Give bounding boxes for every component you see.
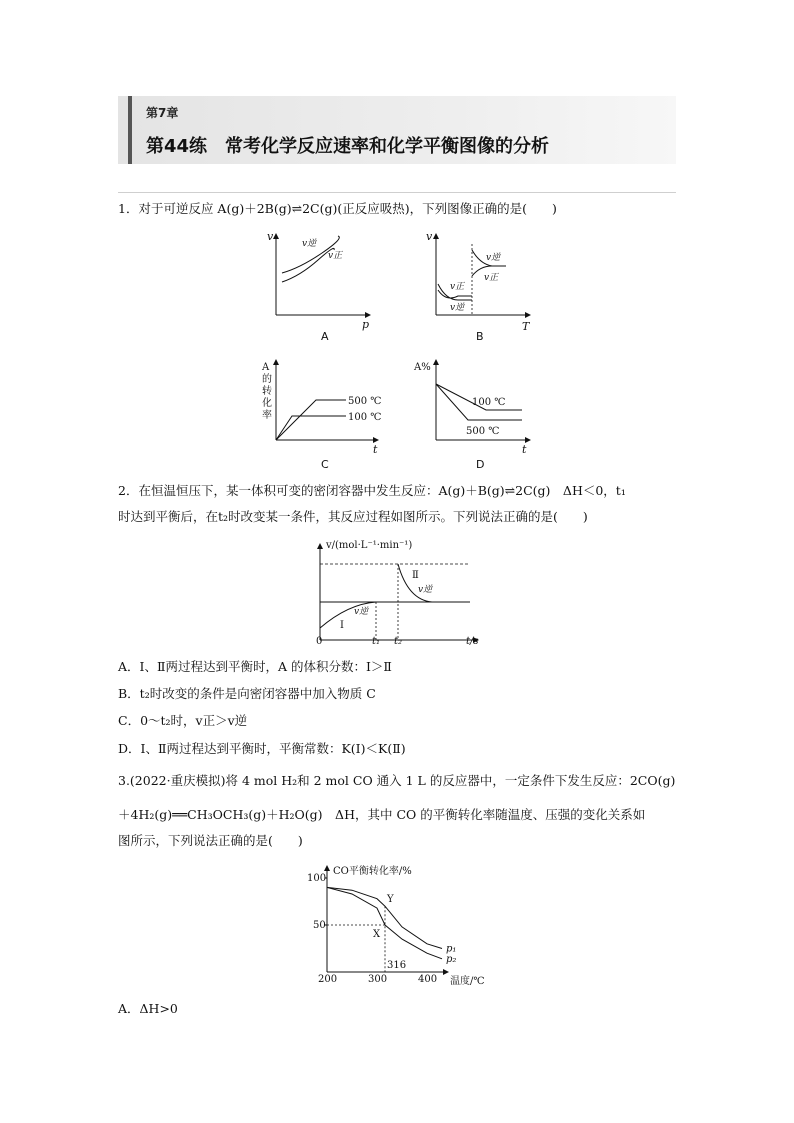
q3-y-label: CO平衡转化率/% bbox=[333, 866, 412, 877]
q3-stem-line1: 3.(2022·重庆模拟)将 4 mol H₂和 2 mol CO 通入 1 L 的反应器中，一定条件下发生反应：2CO(g) bbox=[118, 773, 676, 788]
q3-series-line-1 bbox=[327, 887, 442, 948]
graph-a-curve2-label: v正 bbox=[328, 251, 343, 261]
graph-d-x-label: t bbox=[522, 443, 527, 456]
graph-a-x-label: p bbox=[362, 318, 370, 331]
graph-d-caption: D bbox=[476, 458, 485, 471]
q2-option-a: A．Ⅰ、Ⅱ两过程达到平衡时，A 的体积分数：Ⅰ＞Ⅱ bbox=[118, 659, 392, 674]
graph-b-lo1: v正 bbox=[450, 282, 465, 292]
graph-b-hi2: v正 bbox=[484, 273, 499, 283]
graph-b-caption: B bbox=[476, 330, 484, 343]
graph-c-y-char-1: 的 bbox=[262, 374, 272, 385]
q3-y-tick-100: 100 bbox=[307, 873, 327, 884]
graph-c-y-char-4: 率 bbox=[262, 410, 272, 421]
q3-stem-line2: ＋4H₂(g)══CH₃OCH₃(g)＋H₂O(g) ΔH，其中 CO 的平衡转化率随温度、压强的变化关系如 bbox=[118, 807, 646, 822]
q3-x-label: 温度/℃ bbox=[450, 976, 485, 987]
q3-stem-line3: 图所示，下列说法正确的是( ) bbox=[118, 833, 303, 848]
q2-t1-label: t₁ bbox=[372, 636, 381, 647]
q2-stem-line1: 2．在恒温恒压下，某一体积可变的密闭容器中发生反应：A(g)＋B(g)⇌2C(g) ΔH＜0，t₁ bbox=[118, 483, 626, 498]
graph-c-y-char-0: A bbox=[262, 362, 270, 373]
graph-a-caption: A bbox=[321, 330, 329, 343]
page-title: 第44练 常考化学反应速率和化学平衡图像的分析 bbox=[146, 136, 550, 157]
graph-c bbox=[261, 360, 381, 471]
graph-c-line1-label: 500 ℃ bbox=[348, 396, 382, 407]
q3-x-tick-400: 400 bbox=[418, 974, 438, 985]
q2-graph bbox=[316, 540, 479, 647]
q2-curve2-label: v逆 bbox=[418, 585, 433, 595]
graph-a-curve1-label: v逆 bbox=[302, 239, 317, 249]
q2-stem-line2: 时达到平衡后，在t₂时改变某一条件，其反应过程如图所示。下列说法正确的是( ) bbox=[118, 509, 588, 524]
graph-d bbox=[413, 360, 530, 471]
graph-b-hi1: v逆 bbox=[486, 253, 501, 263]
graph-c-line-500 bbox=[276, 400, 346, 440]
graph-c-y-char-3: 化 bbox=[262, 398, 272, 409]
graph-b-x-label: T bbox=[522, 320, 530, 333]
q3-chart bbox=[307, 864, 485, 987]
q1-stem: 1．对于可逆反应 A(g)＋2B(g)⇌2C(g)(正反应吸热)，下列图像正确的是( ) bbox=[118, 201, 557, 216]
graph-c-x-label: t bbox=[373, 443, 378, 456]
graph-c-y-char-2: 转 bbox=[262, 386, 272, 397]
q3-option-a: A．ΔH>0 bbox=[118, 1001, 178, 1016]
graph-d-y-label: A% bbox=[414, 362, 431, 373]
q2-t2-label: t₂ bbox=[394, 636, 403, 647]
q2-origin: 0 bbox=[316, 636, 323, 647]
graph-b bbox=[426, 230, 531, 343]
graph-a-y-label: v bbox=[267, 230, 274, 243]
graph-a bbox=[267, 230, 370, 343]
graph-c-line2-label: 100 ℃ bbox=[348, 412, 382, 423]
q3-series-label-1: p₁ bbox=[446, 943, 457, 955]
q3-series-line-2 bbox=[327, 887, 442, 958]
q2-option-b: B．t₂时改变的条件是向密闭容器中加入物质 C bbox=[118, 686, 376, 701]
q3-x-tick-200: 200 bbox=[318, 974, 338, 985]
q2-y-label: v/(mol·L⁻¹·min⁻¹) bbox=[326, 540, 413, 551]
q2-option-c: C．0～t₂时，v正＞v逆 bbox=[118, 713, 248, 728]
graph-b-lo2: v逆 bbox=[450, 303, 465, 313]
q2-region1-label: Ⅰ bbox=[340, 620, 344, 631]
q3-annotation-X: X bbox=[373, 929, 381, 940]
q2-option-d: D．Ⅰ、Ⅱ两过程达到平衡时，平衡常数：K(Ⅰ)＜K(Ⅱ) bbox=[118, 741, 406, 756]
q2-curve1-label: v逆 bbox=[354, 607, 369, 617]
graph-c-line-100 bbox=[276, 416, 346, 440]
q3-y-tick-50: 50 bbox=[313, 920, 326, 931]
graph-c-caption: C bbox=[321, 458, 329, 471]
chapter-label: 第7章 bbox=[146, 106, 179, 120]
q3-x-tick-300: 300 bbox=[368, 974, 388, 985]
graph-b-y-label: v bbox=[426, 230, 433, 243]
q3-series-label-2: p₂ bbox=[446, 953, 457, 965]
q2-x-label: t/s bbox=[466, 636, 479, 647]
q3-annotation-Y: Y bbox=[387, 894, 394, 906]
q3-annotation-316: 316 bbox=[387, 960, 407, 971]
graph-d-line2-label: 500 ℃ bbox=[466, 426, 500, 437]
q2-region2-label: Ⅱ bbox=[412, 570, 419, 581]
graph-a-curve-v-forward bbox=[282, 248, 334, 282]
graph-d-line1-label: 100 ℃ bbox=[472, 397, 506, 408]
